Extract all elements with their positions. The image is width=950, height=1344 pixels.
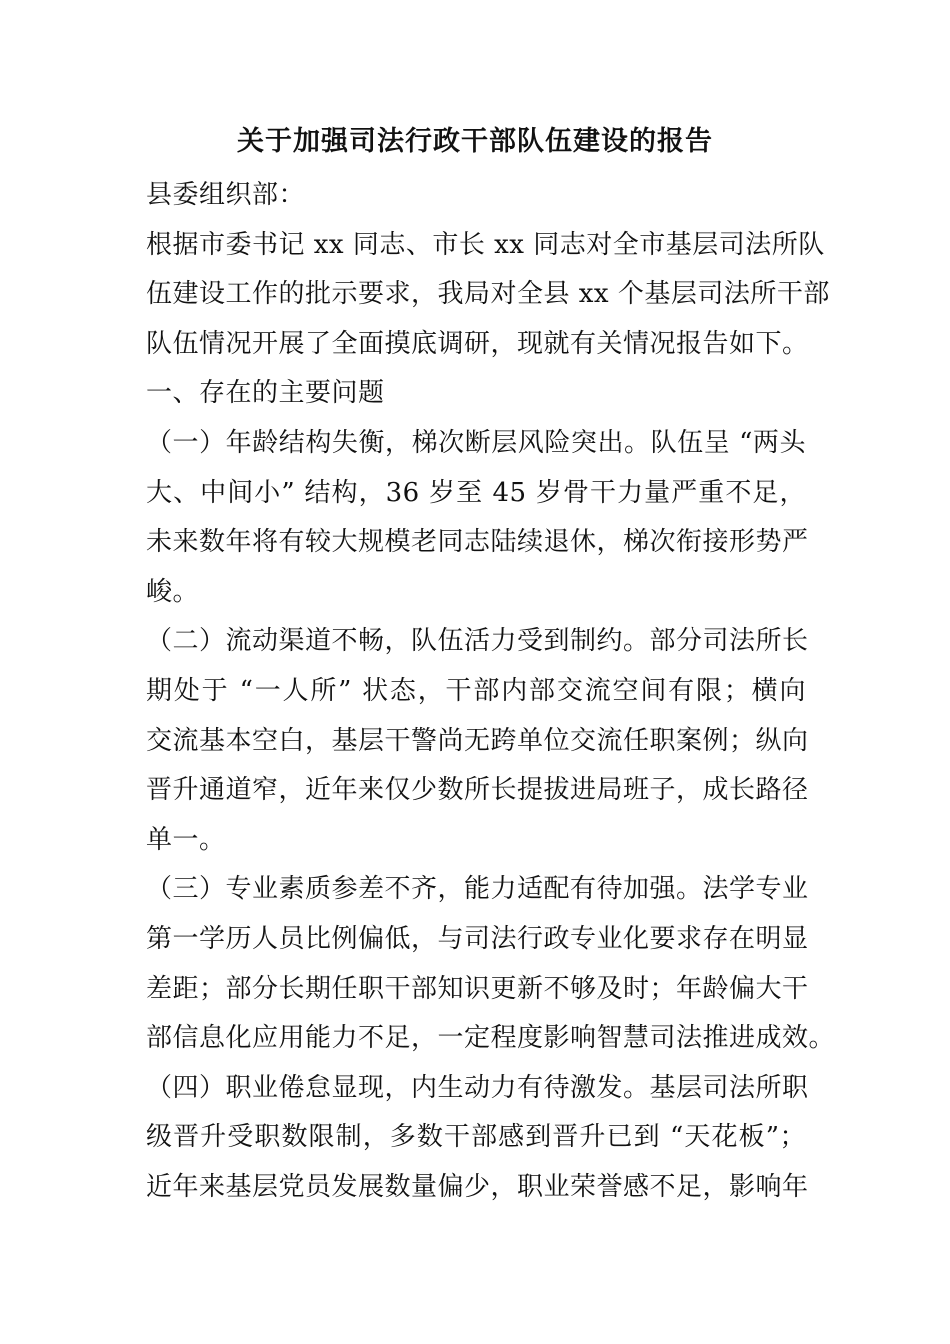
document-title: 关于加强司法行政干部队伍建设的报告 <box>237 126 713 157</box>
text-line: 近年来基层党员发展数量偏少，职业荣誉感不足，影响年 <box>146 1171 809 1202</box>
text-line: 伍建设工作的批示要求，我局对全县 xx 个基层司法所干部 <box>146 279 830 310</box>
text-line: （四）职业倦怠显现，内生动力有待激发。基层司法所职 <box>146 1072 809 1103</box>
issue-paragraph-4 <box>146 1064 809 1213</box>
text-line: 晋升通道窄，近年来仅少数所长提拔进局班子，成长路径 <box>146 775 809 806</box>
text-line: 根据市委书记 xx 同志、市长 xx 同志对全市基层司法所队 <box>146 229 825 260</box>
issue-paragraph-2 <box>146 617 809 865</box>
intro-paragraph <box>146 221 830 370</box>
text-line: 第一学历人员比例偏低，与司法行政专业化要求存在明显 <box>146 923 809 954</box>
text-line: 未来数年将有较大规模老同志陆续退休，梯次衔接形势严 <box>146 527 809 558</box>
text-line: 大、中间小” 结构，36 岁至 45 岁骨干力量严重不足， <box>146 477 806 508</box>
text-line: （二）流动渠道不畅，队伍活力受到制约。部分司法所长 <box>146 626 809 657</box>
text-line: 峻。 <box>146 576 200 607</box>
text-line: 部信息化应用能力不足，一定程度影响智慧司法推进成效。 <box>146 1023 836 1054</box>
text-line: 单一。 <box>146 824 226 855</box>
text-line: 一、存在的主要问题 <box>146 378 385 409</box>
text-line: （一）年龄结构失衡，梯次断层风险突出。队伍呈 “两头 <box>146 427 806 458</box>
salutation-paragraph <box>146 171 806 221</box>
text-line: 队伍情况开展了全面摸底调研，现就有关情况报告如下。 <box>146 328 809 359</box>
section-heading <box>146 369 806 419</box>
text-line: 期处于 “一人所” 状态，干部内部交流空间有限；横向 <box>146 675 806 706</box>
text-line: （三）专业素质参差不齐，能力适配有待加强。法学专业 <box>146 874 809 905</box>
text-line: 县委组织部： <box>146 180 306 210</box>
text-line: 差距；部分长期任职干部知识更新不够及时；年龄偏大干 <box>146 973 809 1004</box>
issue-paragraph-3 <box>146 865 836 1063</box>
text-line: 级晋升受职数限制，多数干部感到晋升已到 “天花板”； <box>146 1122 806 1153</box>
issue-paragraph-1 <box>146 419 809 617</box>
document-body <box>146 171 836 1212</box>
text-line: 交流基本空白，基层干警尚无跨单位交流任职案例；纵向 <box>146 725 809 756</box>
